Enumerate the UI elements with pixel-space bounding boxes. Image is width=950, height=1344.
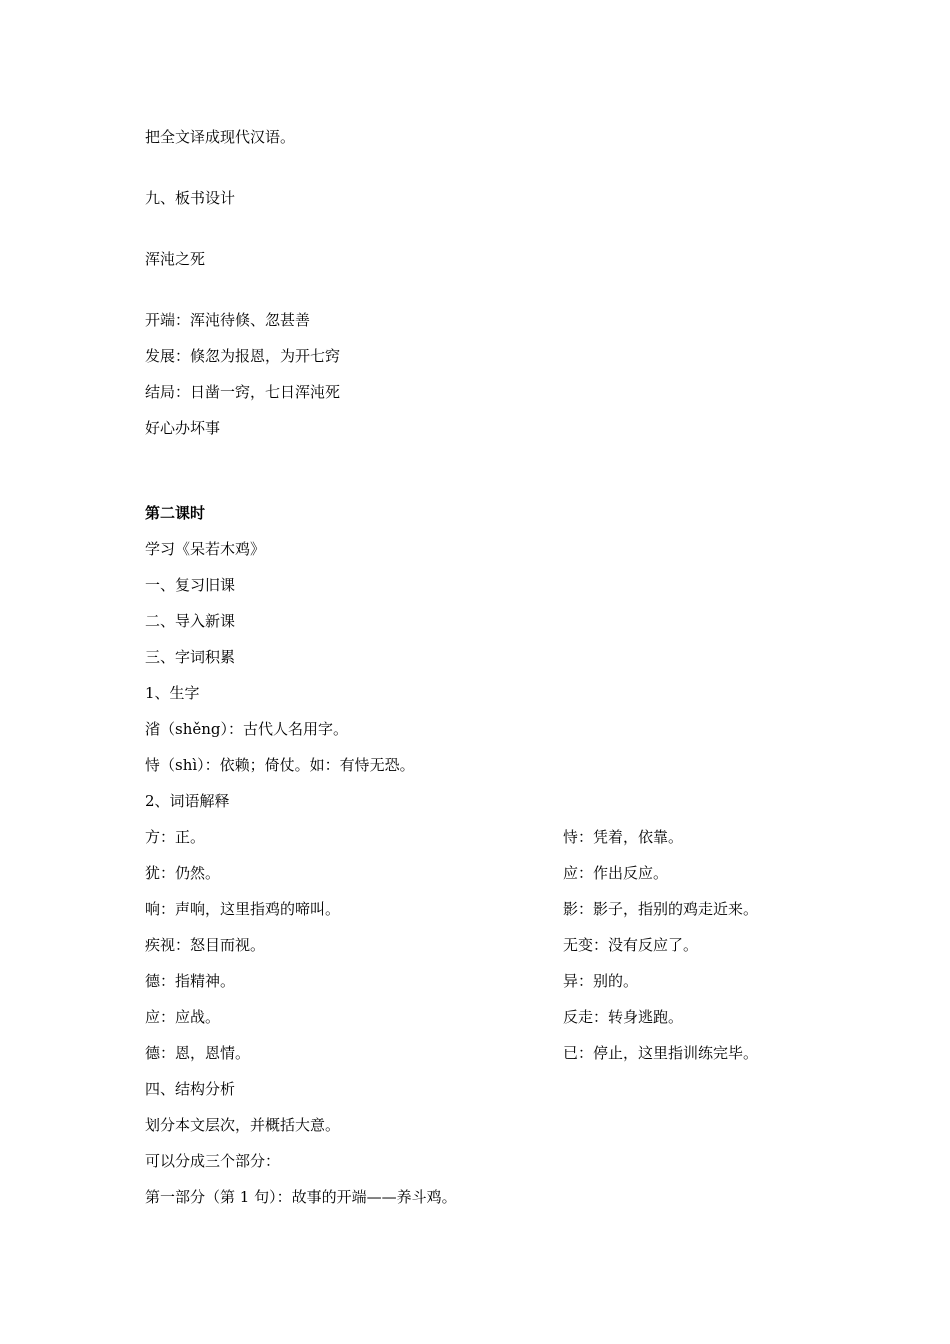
glossary-item: 方：正。: [145, 828, 206, 846]
glossary-item: 已：停止，这里指训练完毕。: [563, 1044, 759, 1062]
glossary-item: 德：恩，恩情。: [145, 1044, 251, 1062]
text-line: 好心办坏事: [145, 419, 221, 437]
glossary-item: 德：指精神。: [145, 972, 236, 990]
text-line: 发展：倏忽为报恩，为开七窍: [145, 347, 341, 365]
glossary-item: 影：影子，指别的鸡走近来。: [563, 900, 759, 918]
glossary-item: 恃：凭着，依靠。: [563, 828, 684, 846]
text-line: 第一部分（第 1 句）：故事的开端——养斗鸡。: [145, 1188, 457, 1206]
subsection-heading: 2、词语解释: [145, 792, 230, 810]
section-heading: 四、结构分析: [145, 1080, 236, 1098]
subsection-heading: 1、生字: [145, 684, 200, 702]
text-line: 学习《呆若木鸡》: [145, 540, 266, 558]
section-heading: 二、导入新课: [145, 612, 236, 630]
glossary-item: 反走：转身逃跑。: [563, 1008, 684, 1026]
text-line: 把全文译成现代汉语。: [145, 128, 296, 146]
text-line: 开端：浑沌待倏、忽甚善: [145, 311, 311, 329]
glossary-item: 无变：没有反应了。: [563, 936, 699, 954]
glossary-item: 应：应战。: [145, 1008, 221, 1026]
section-heading: 三、字词积累: [145, 648, 236, 666]
lesson-heading: 第二课时: [145, 504, 206, 522]
text-line: 渻（shěng）：古代人名用字。: [145, 720, 348, 738]
board-title: 浑沌之死: [145, 250, 206, 268]
text-line: 恃（shì）：依赖；倚仗。如：有恃无恐。: [145, 756, 415, 774]
section-heading: 一、复习旧课: [145, 576, 236, 594]
glossary-item: 响：声响，这里指鸡的啼叫。: [145, 900, 341, 918]
glossary-item: 犹：仍然。: [145, 864, 221, 882]
text-line: 可以分成三个部分：: [145, 1152, 281, 1170]
glossary-item: 异：别的。: [563, 972, 639, 990]
section-heading: 九、板书设计: [145, 189, 236, 207]
text-line: 结局：日凿一窍，七日浑沌死: [145, 383, 341, 401]
text-line: 划分本文层次，并概括大意。: [145, 1116, 341, 1134]
glossary-item: 疾视：怒目而视。: [145, 936, 266, 954]
glossary-item: 应：作出反应。: [563, 864, 669, 882]
